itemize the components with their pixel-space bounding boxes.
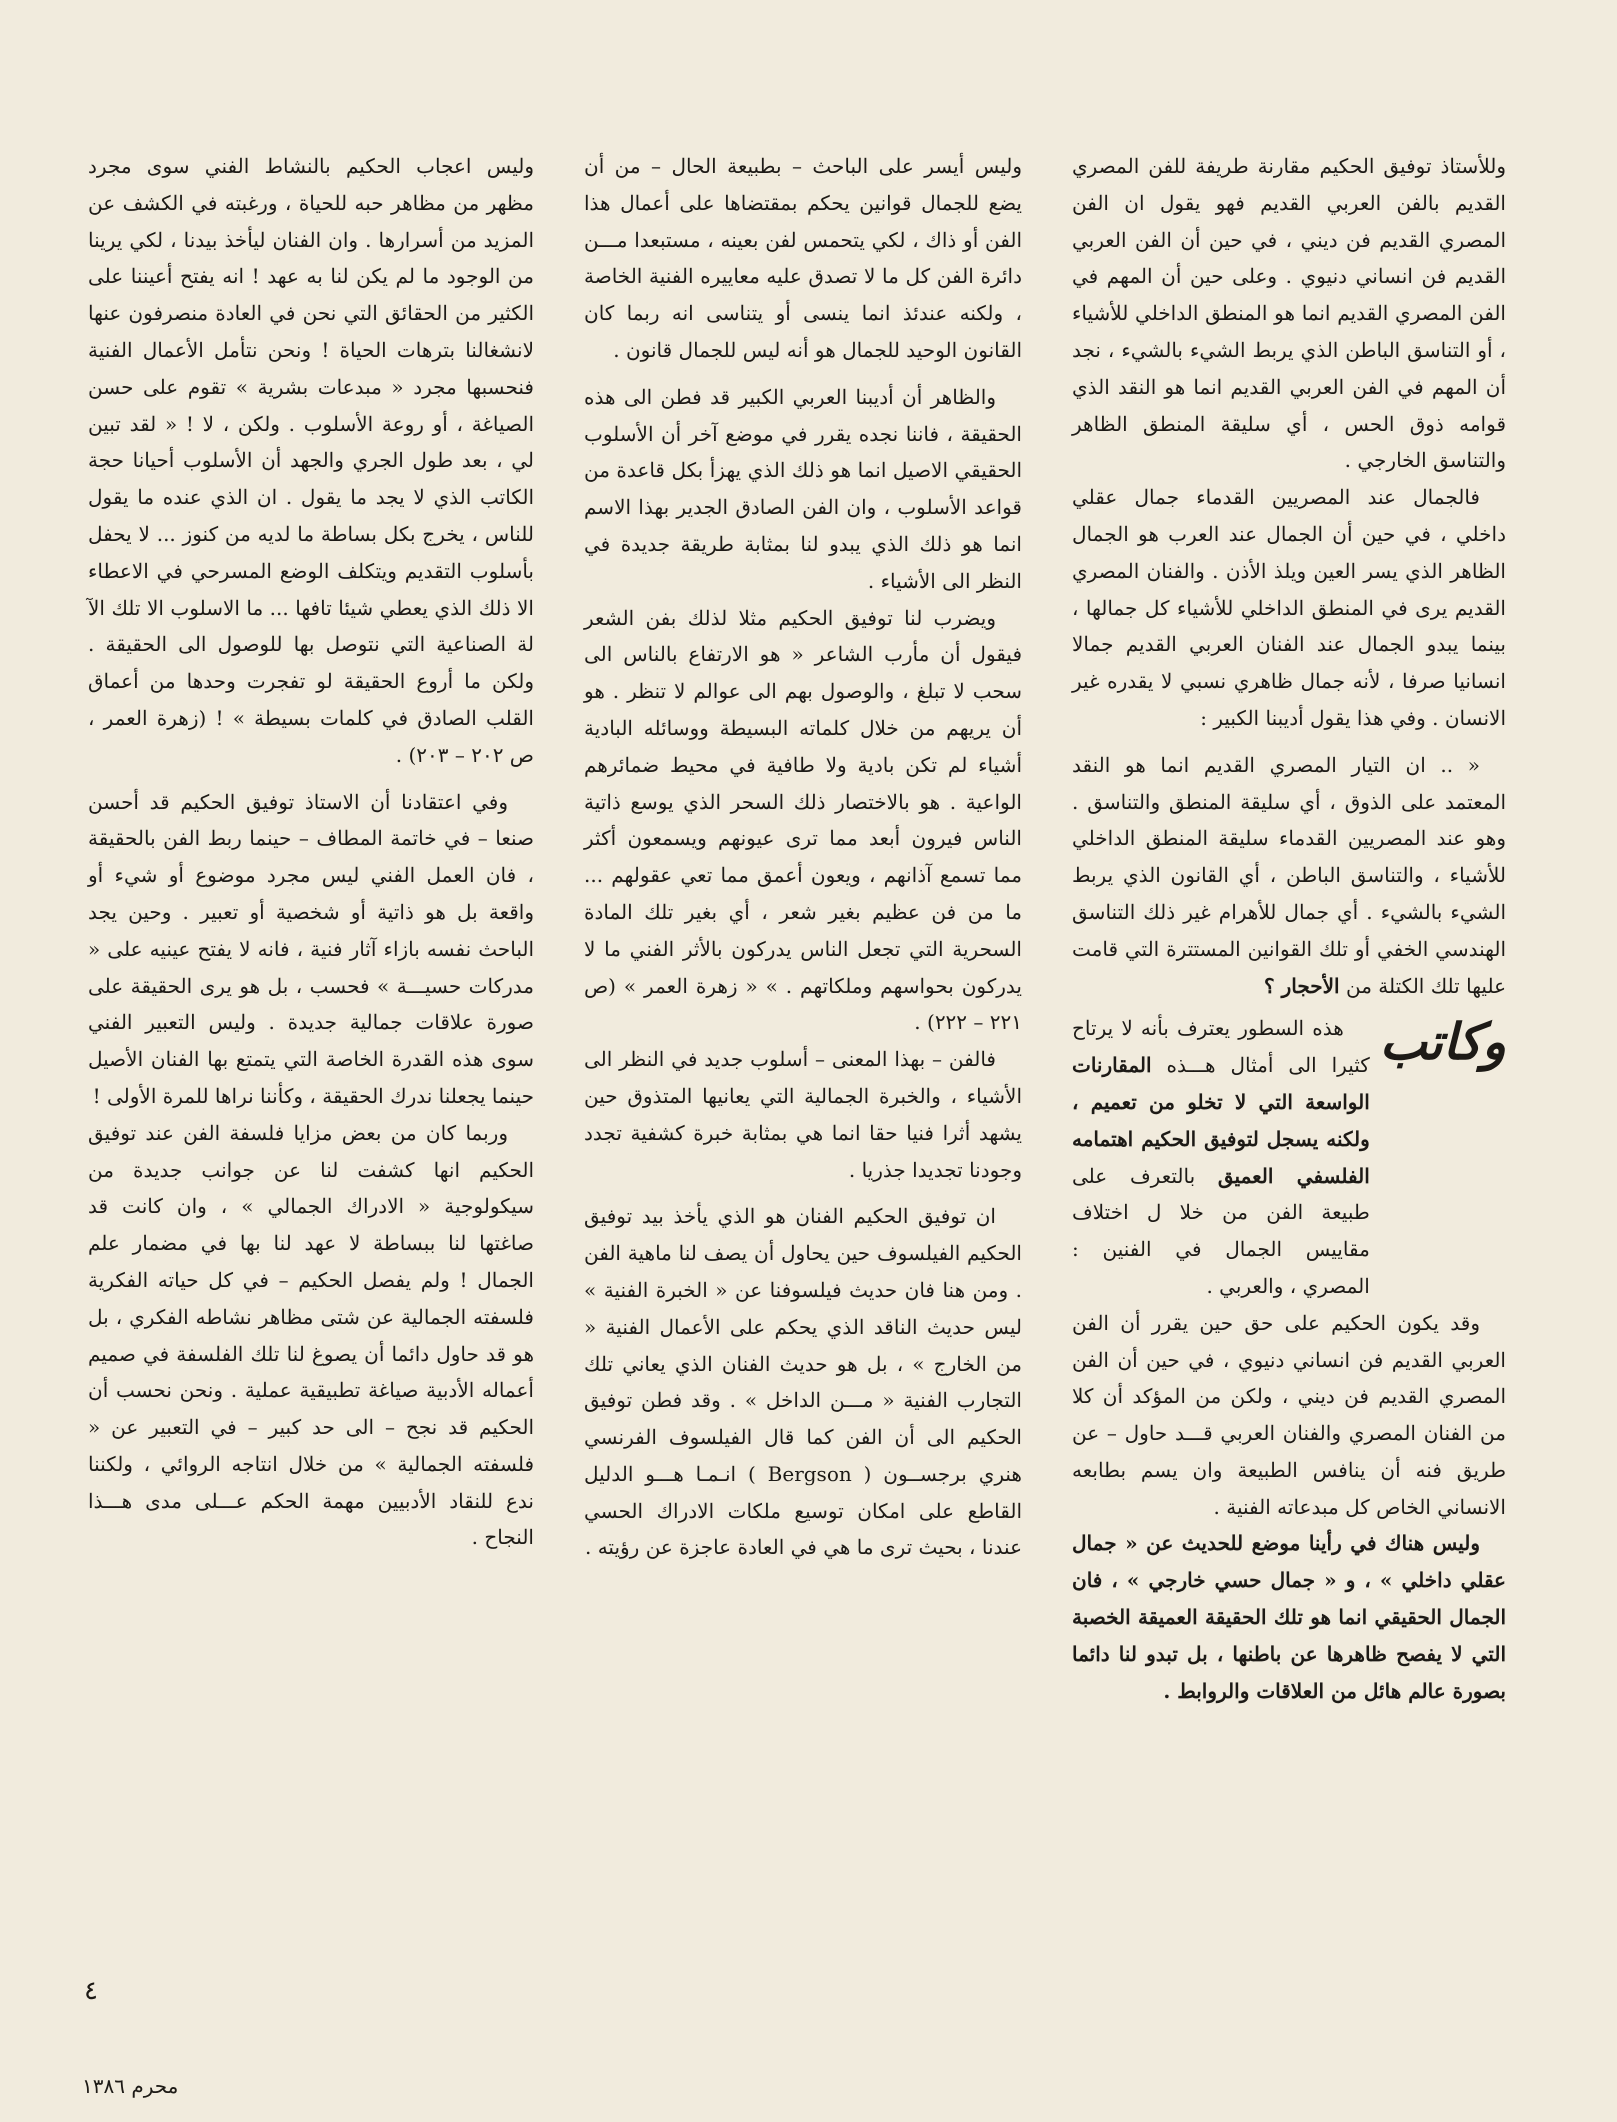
paragraph: وليس اعجاب الحكيم بالنشاط الفني سوى مجرد مظهر من مظاهر حبه للحياة ، ورغبته في الكشف عن المزيد من أسرارها . وان الفنان ليأخذ بيدنا ، لكي يرينا من الوجود ما لم يكن لنا به عهد ! انه يفتح أعيننا على الكثير من الحقائق التي نحن في العادة منصرفون عنها لانشغالنا بترهات الحياة ! ونحن نتأمل الأعمال الفنية فنحسبها مجرد « مبدعات بشرية » تقوم على حسن الصياغة ، أو روعة الأسلوب . ولكن ، لا ! « لقد تبين لي ، بعد طول الجري والجهد أن الأسلوب أحيانا حجة الكاتب الذي لا يجد ما يقول . ان الذي عنده ما يقول للناس ، يخرج بكل بساطة ما لديه من كنوز ... لا يحفل بأسلوب التقديم ويتكلف الوضع المسرحي في الاعطاء الا ذلك الذي يعطي شيئا تافها ... ما الاسلوب الا تلك الآ لة الصناعية التي نتوصل بها للوصول الى الحقيقة . ولكن ما أروع الحقيقة لو تفجرت وحدها من أعماق القلب الصادق في كلمات بسيطة » ! (زهرة العمر ، ص ٢٠٢ – ٢٠٣) . (88, 154, 534, 767)
signature-text: هذه السطور يعترف بأنه لا يرتاح كثيرا الى أمثال هـــذه (1072, 1016, 1370, 1078)
paragraph: وربما كان من بعض مزايا فلسفة الفن عند توفيق الحكيم انها كشفت لنا عن جوانب جديدة من سيكولوجية « الادراك الجمالي » ، وان كانت قد صاغتها لنا ببساطة لا عهد لنا بها في مضمار علم الجمال ! ولم يفصل الحكيم – في كل حياته الفكرية فلسفته الجمالية عن شتى مظاهر نشاطه الفكري ، بل هو قد حاول دائما أن يصوغ لنا تلك الفلسفة في صميم أعماله الأدبية صياغة تطبيقية عملية . ونحن نحسب أن الحكيم قد نجح – الى حد كبير – في التعبير عن « فلسفته الجمالية » من خلال انتاجه الروائي ، ولكننا ندع للنقاد الأدبيين مهمة الحكم عـــلى مدى هـــذا النجاح . (88, 1120, 534, 1550)
author-signature-block (1072, 1010, 1506, 1304)
quote-text: « .. ان التيار المصري القديم انما هو النقد المعتمد على الذوق ، أي سليقة المنطق والتناسق . وهو عند المصريين القدماء سليقة المنطق الداخلي للأشياء ، والتناسق الباطن ، أي القانون الذي يربط الشيء بالشيء . أي جمال للأهرام غير ذلك التناسق الهندسي الخفي أو تلك القوانين المستترة التي قامت عليها تلك الكتلة من (1072, 752, 1506, 998)
signature-paragraph (1072, 1010, 1370, 1304)
paragraph: وقد يكون الحكيم على حق حين يقرر أن الفن العربي القديم فن انساني دنيوي ، في حين أن الفن المصري القديم فن ديني ، ولكن من المؤكد أن كلا من الفنان المصري والفنان العربي قـــد حاول – عن طريق فنه أن ينافس الطبيعة وان يسم بطابعه الانساني الخاص كل مبدعاته الفنية . (1072, 1310, 1506, 1519)
quote-bold-end: الأحجار ؟ (1264, 973, 1340, 998)
paragraph: ويضرب لنا توفيق الحكيم مثلا لذلك بفن الشعر فيقول أن مأرب الشاعر « هو الارتفاع بالناس الى سحب لا تبلغ ، والوصول بهم الى عوالم لا تنظر . هو أن يريهم من خلال كلماته البسيطة ووسائله البادية أشياء لم تكن بادية ولا طافية في محيط ضمائرهم الواعية . هو بالاختصار ذلك السحر الذي يوسع ذاتية الناس فيرون أبعد مما ترى عيونهم ويسمعون أكثر مما تسمع آذانهم ، ويعون أعمق مما تعي عقولهم ... ما من فن عظيم بغير شعر ، أي بغير تلك المادة السحرية التي تجعل الناس يدركون بالأثر الفني ما لا يدركون بحواسهم وملكاتهم . » « زهرة العمر » (ص ٢٢١ – ٢٢٢) . (584, 605, 1022, 1035)
paragraph: وفي اعتقادنا أن الاستاذ توفيق الحكيم قد أحسن صنعا – في خاتمة المطاف – حينما ربط الفن بالحقيقة ، فان العمل الفني ليس مجرد موضوع أو شيء أو واقعة بل هو ذاتية أو شخصية أو تعبير . وحين يجد الباحث نفسه بازاء آثار فنية ، فانه لا يفتح عينيه على « مدركات حسيـــة » فحسب ، بل هو يرى الحقيقة على صورة علاقات جمالية جديدة . وليس التعبير الفني سوى هذه القدرة الخاصة التي يتمتع بها الفنان الأصيل حينما يجعلنا ندرك الحقيقة ، وكأننا نراها للمرة الأولى ! (88, 789, 534, 1108)
signature-bold-text: المقارنات الواسعة التي لا تخلو من تعميم ، ولكنه يسجل لتوفيق الحكيم اهتمامه الفلسفي العميق (1072, 1053, 1370, 1188)
paragraph: ان توفيق الحكيم الفنان هو الذي يأخذ بيد توفيق الحكيم الفيلسوف حين يحاول أن يصف لنا ماهية الفن . ومن هنا فان حديث فيلسوفنا عن « الخبرة الفنية » ليس حديث الناقد الذي يحكم على الأعمال الفنية « من الخارج » ، بل هو حديث الفنان الذي يعاني تلك التجارب الفنية « مـــن الداخل » . وقد فطن توفيق الحكيم الى أن الفن كما قال الفيلسوف الفرنسي هنري برجســون ( Bergson ) انـمـا هـــو الدليل القاطع على امكان توسيع ملكات الادراك الحسي عندنا ، بحيث ترى ما هي في العادة عاجزة عن رؤيته . (584, 1204, 1022, 1560)
paragraph: والظاهر أن أديبنا العربي الكبير قد فطن الى هذه الحقيقة ، فاننا نجده يقرر في موضع آخر أن الأسلوب الحقيقي الاصيل انما هو ذلك الذي يهزأ بكل قاعدة من قواعد الأسلوب ، وان الفن الصادق الجدير بهذا الاسم انما هو ذلك الذي يبدو لنا بمثابة طريقة جديدة في النظر الى الأشياء . (584, 384, 1022, 593)
signature-rest-text: بالتعرف على طبيعة الفن من خلا ل اختلاف مقاييس الجمال في الفنين : المصري ، والعربي . (1072, 1163, 1370, 1298)
column-right (1072, 148, 1506, 1709)
paragraph: وللأستاذ توفيق الحكيم مقارنة طريفة للفن المصري القديم بالفن العربي القديم فهو يقول ان الفن المصري القديم فن ديني ، في حين أن الفن العربي القديم فن انساني دنيوي . وعلى حين أن المهم في الفن المصري القديم انما هو المنطق الداخلي للأشياء ، أو التناسق الباطن الذي يربط الشيء بالشيء ، نجد أن المهم في الفن العربي القديم انما هو النقد الذي قوامه ذوق الحس ، أي سليقة المنطق الظاهر والتناسق الخارجي . (1072, 154, 1506, 473)
column-middle (584, 148, 1022, 1566)
paragraph: وليس أيسر على الباحث – بطبيعة الحال – من أن يضع للجمال قوانين يحكم بمقتضاها على أعمال هذا الفن أو ذاك ، لكي يتحمس لفن بعينه ، مستبعدا مـــن دائرة الفن كل ما لا تصدق عليه معاييره الفنية الخاصة ، ولكنه عندئذ انما ينسى أو يتناسى انه ربما كان القانون الوحيد للجمال هو أنه ليس للجمال قانون . (584, 154, 1022, 362)
quote-paragraph (1072, 747, 1506, 1005)
page-number: ٤ (84, 1976, 98, 2006)
issue-date: محرم ١٣٨٦ (82, 2074, 179, 2098)
author-signature-logo: وكاتب (1379, 1012, 1506, 1072)
paragraph: فالفن – بهذا المعنى – أسلوب جديد في النظر الى الأشياء ، والخبرة الجمالية التي يعانيها المتذوق حين يشهد أثرا فنيا حقا انما هي بمثابة خبرة كشفية تجدد وجودنا تجديدا جذريا . (584, 1047, 1022, 1182)
paragraph-bold: وليس هناك في رأينا موضع للحديث عن « جمال عقلي داخلي » ، و « جمال حسي خارجي » ، فان الجمال الحقيقي انما هو تلك الحقيقة العميقة الخصبة التي لا يفصح ظاهرها عن باطنها ، بل تبدو لنا دائما بصورة عالم هائل من العلاقات والروابط . (1072, 1531, 1506, 1703)
column-left (88, 148, 534, 1556)
paragraph: فالجمال عند المصريين القدماء جمال عقلي داخلي ، في حين أن الجمال عند العرب هو الجمال الظاهر الذي يسر العين ويلذ الأذن . والفنان المصري القديم يرى في المنطق الداخلي للأشياء كل جمالها ، بينما يبدو الجمال عند الفنان العربي القديم جمالا انسانيا صرفا ، لأنه جمال ظاهري نسبي لا يقدره غير الانسان . وفي هذا يقول أديبنا الكبير : (1072, 485, 1506, 730)
